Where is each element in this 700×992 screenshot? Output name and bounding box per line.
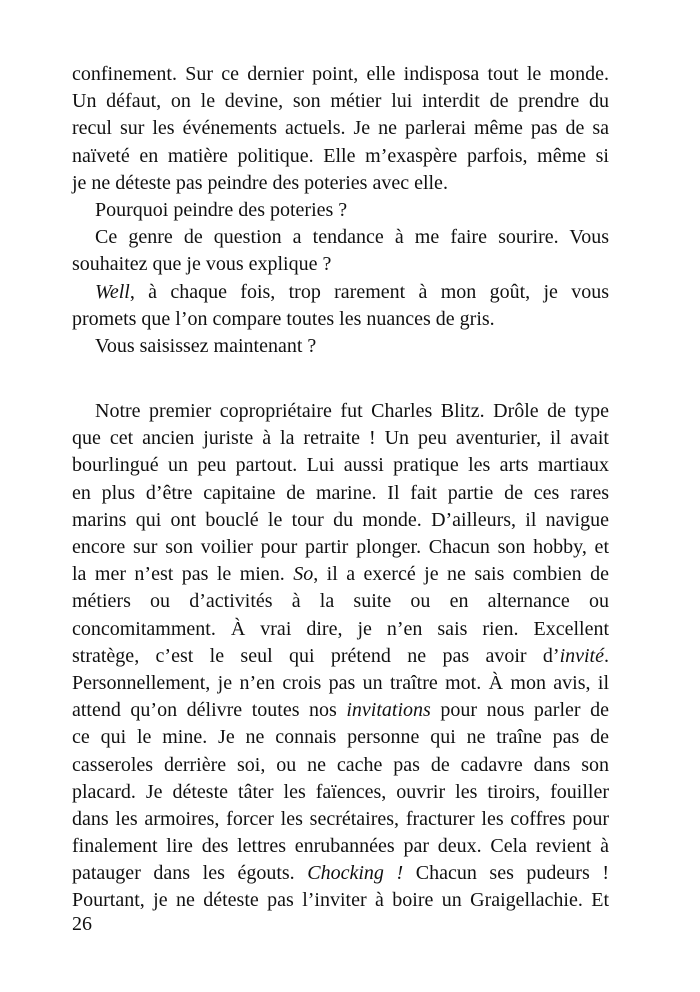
- body-text: [72, 61, 609, 915]
- italic-run: So: [293, 563, 314, 586]
- page-number: 26: [72, 913, 92, 935]
- text-line: souhaitez que je vous explique ?: [72, 253, 332, 276]
- text-line: Un défaut, on le devine, son métier lui interdit de prendre du: [72, 90, 609, 113]
- text-line: Personnellement, je n’en crois pas un traître mot. À mon avis, il: [72, 671, 609, 694]
- text-line: Notre premier copropriétaire fut Charles Blitz. Drôle de type: [95, 400, 609, 423]
- text-line: confinement. Sur ce dernier point, elle indisposa tout le monde.: [72, 63, 609, 85]
- text-line: dans les armoires, forcer les secrétaires, fracturer les coffres pour: [72, 807, 609, 830]
- italic-run: invitations: [346, 699, 431, 722]
- text-line: encore sur son voilier pour partir plonger. Chacun son hobby, et: [72, 536, 609, 558]
- italic-run: Well: [95, 280, 130, 303]
- text-line: finalement lire des lettres enrubannées par deux. Cela revient à: [72, 835, 609, 858]
- text-line: métiers ou d’activités à la suite ou en alternance ou: [72, 590, 609, 613]
- text-run: attend qu’on délivre toutes nos: [72, 699, 347, 722]
- text-line: que cet ancien juriste à la retraite ! Un peu aventurier, il avait: [72, 427, 609, 450]
- text-run: , il a exercé je ne sais combien de: [313, 563, 609, 586]
- text-run: la mer n’est pas le mien.: [72, 563, 294, 586]
- text-line: casseroles derrière soi, ou ne cache pas de cadavre dans son: [72, 753, 609, 776]
- text-line: concomitamment. À vrai dire, je n’en sais rien. Excellent: [72, 617, 609, 640]
- text-line: Pourtant, je ne déteste pas l’inviter à boire un Graigellachie. Et: [72, 889, 609, 912]
- text-line: promets que l’on compare toutes les nuances de gris.: [72, 307, 495, 330]
- text-line: je ne déteste pas peindre des poteries avec elle.: [72, 171, 448, 194]
- text-line: [72, 643, 609, 670]
- text-line: [72, 561, 609, 588]
- text-run: .: [604, 644, 609, 667]
- text-line: Pourquoi peindre des poteries ?: [95, 198, 348, 221]
- text-line: naïveté en matière politique. Elle m’exaspère parfois, même si: [72, 144, 609, 167]
- paragraph-group: [72, 61, 609, 360]
- text-line: marins qui ont bouclé le tour du monde. D’ailleurs, il navigue: [72, 508, 609, 531]
- paragraph-group: [72, 398, 609, 915]
- text-run: pour nous parler de: [430, 699, 609, 722]
- text-line: [72, 279, 609, 306]
- text-line: ce qui le mine. Je ne connais personne qui ne traîne pas de: [72, 726, 609, 749]
- text-line: [72, 860, 609, 887]
- section-break: [72, 360, 609, 398]
- text-run: patauger dans les égouts.: [72, 862, 308, 885]
- text-run: stratège, c’est le seul qui prétend ne pas avoir d’: [72, 644, 560, 667]
- text-run: Chacun ses pudeurs !: [403, 862, 609, 885]
- text-line: bourlingué un peu partout. Lui aussi pratique les arts martiaux: [72, 454, 609, 477]
- italic-run: invité: [559, 644, 604, 667]
- text-line: Ce genre de question a tendance à me faire sourire. Vous: [95, 226, 609, 249]
- text-line: [72, 697, 609, 724]
- italic-run: Chocking !: [307, 862, 404, 885]
- text-line: Vous saisissez maintenant ?: [95, 334, 317, 357]
- text-line: recul sur les événements actuels. Je ne parlerai même pas de sa: [72, 117, 609, 140]
- text-line: placard. Je déteste tâter les faïences, ouvrir les tiroirs, fouiller: [72, 780, 609, 803]
- text-run: , à chaque fois, trop rarement à mon goût, je vous: [129, 280, 609, 303]
- text-line: en plus d’être capitaine de marine. Il fait partie de ces rares: [72, 481, 609, 504]
